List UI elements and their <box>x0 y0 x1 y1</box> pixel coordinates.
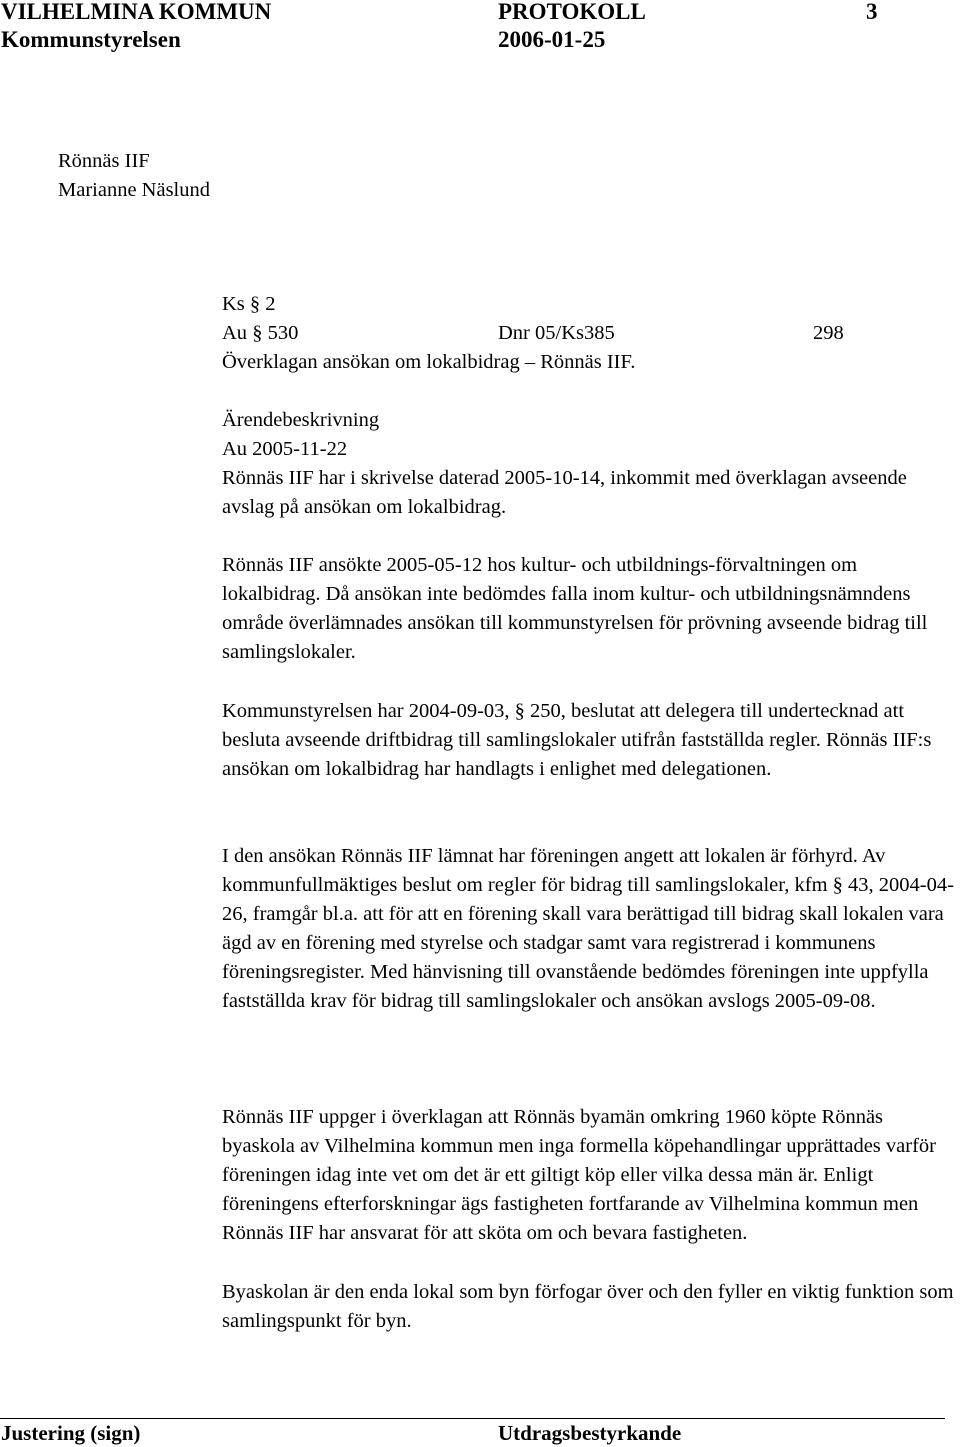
case-title: Överklagan ansökan om lokalbidrag – Rönnäs IIF. <box>222 351 636 373</box>
paragraph-3: Kommunstyrelsen har 2004-09-03, § 250, beslutat att delegera till undertecknad att besluta avseende driftbidrag till samlingslokaler utifrån fastställda regler. Rönnäs IIF:s ansökan om lokalbidrag har handlagts i enlighet med delegationen. <box>222 700 932 781</box>
header-municipality: VILHELMINA KOMMUN <box>1 0 272 24</box>
header-doc-type: PROTOKOLL <box>498 0 646 24</box>
ks-paragraph <box>222 290 276 319</box>
au-prefix: Au <box>222 322 248 344</box>
header-date: 2006-01-25 <box>498 27 606 52</box>
paragraph-5: Rönnäs IIF uppger i överklagan att Rönnäs byamän omkring 1960 köpte Rönnäs byaskola av Vilhelmina kommun men inga formella köpehandlingar upprättades varför föreningen idag inte vet om det är ett giltigt köp eller vilka dessa män är. Enligt föreningens efterforskningar ägs fastigheten fortfarande av Vilhelmina kommun men Rönnäs IIF har ansvarat för att sköta om och bevara fastigheten. <box>222 1106 936 1245</box>
au-paragraph <box>222 319 298 348</box>
ref-number: 298 <box>813 322 844 344</box>
footer-justering: Justering (sign) <box>1 1421 141 1445</box>
au-number: 530 <box>267 322 299 344</box>
paragraph-6: Byaskolan är den enda lokal som byn förfogar över och den fyller en viktig funktion som samlingspunkt för byn. <box>222 1281 954 1333</box>
section-sign: § <box>252 322 263 344</box>
description-heading: Ärendebeskrivning <box>222 409 380 431</box>
ks-number: 2 <box>265 293 276 315</box>
paragraph-2: Rönnäs IIF ansökte 2005-05-12 hos kultur- och utbildnings-förvaltningen om lokalbidrag. Då ansökan inte bedömdes falla inom kultur- och utbildningsnämndens område överlämnades ansökan till kommunstyrelsen för prövning avseende bidrag till samlingslokaler. <box>222 554 928 664</box>
header-body: Kommunstyrelsen <box>1 27 181 52</box>
section-sign: § <box>514 700 525 722</box>
paragraph-4: I den ansökan Rönnäs IIF lämnat har föreningen angett att lokalen är förhyrd. Av kommunfullmäktiges beslut om regler för bidrag till samlingslokaler, kfm § 43, 2004-04-26, framgår bl.a. att för att en förening skall vara berättigad till bidrag skall lokalen vara ägd av en förening med styrelse och stadgar samt vara registrerad i kommunens föreningsregister. Med hänvisning till ovanstående bedömdes föreningen inte uppfylla fastställda krav för bidrag till samlingslokaler och ansökan avslogs 2005-09-08. <box>222 845 954 1013</box>
section-sign: § <box>249 293 261 315</box>
recipient-org: Rönnäs IIF <box>58 150 150 172</box>
header-page-number: 3 <box>866 0 878 24</box>
recipient-person: Marianne Näslund <box>58 179 210 201</box>
ks-prefix: Ks <box>222 293 245 315</box>
footer-divider <box>0 1418 945 1419</box>
description-au-date: Au 2005-11-22 <box>222 438 348 460</box>
dnr: Dnr 05/Ks385 <box>498 322 615 344</box>
section-sign: § <box>832 874 843 897</box>
paragraph-1: Rönnäs IIF har i skrivelse daterad 2005-10-14, inkommit med överklagan avseende avslag på ansökan om lokalbidrag. <box>222 467 907 519</box>
footer-utdragsbestyrkande: Utdragsbestyrkande <box>498 1421 682 1445</box>
